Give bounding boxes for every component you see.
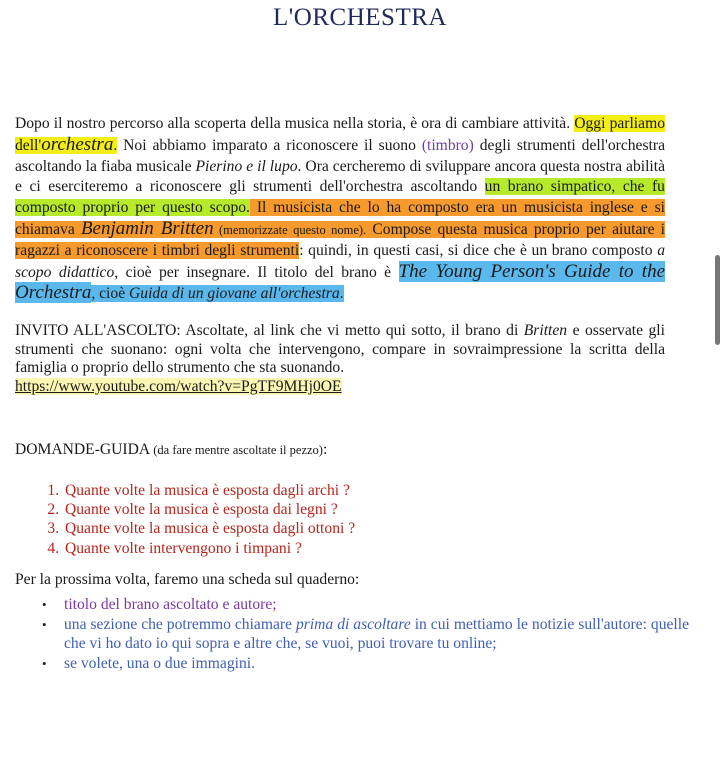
bullet-icon: • xyxy=(42,616,47,632)
highlight-blue: , cioè Guida di un giovane all'orchestra. xyxy=(91,285,344,303)
highlight-orange-purpose: Compose questa musica proprio per aiutare i ragazzi a riconoscere i timbri degli strumenti xyxy=(15,220,666,259)
questions-heading-text: DOMANDE-GUIDA xyxy=(15,441,151,458)
britten-name: Britten xyxy=(523,322,568,339)
piece-title-translation: Guida di un giovane all'orchestra xyxy=(129,285,340,303)
question-item: 3. Quante volte la musica è esposta dagli ottoni ? xyxy=(63,519,355,538)
scrollbar[interactable] xyxy=(715,255,720,345)
question-item: 2. Quante volte la musica è esposta dai legni ? xyxy=(63,500,355,519)
youtube-link[interactable]: https://www.youtube.com/watch?v=PgTF9MHj0OE xyxy=(15,377,342,395)
bullet-icon: • xyxy=(42,597,47,612)
didactic-term: a scopo didattico xyxy=(15,241,665,281)
todo-item: • una sezione che potremmo chiamare prima di ascoltare in cui mettiamo le notizie sull'autore: quelle che vi ho dato io qui sopra e altre che, se vuoi, puoi trovare tu online; xyxy=(42,615,689,653)
orchestra-word: orchestra xyxy=(41,133,114,155)
questions-list xyxy=(40,481,355,558)
highlight-green: un brano simpatico, che fu composto proprio per questo scopo. xyxy=(15,178,665,217)
page-title: L'ORCHESTRA xyxy=(273,4,447,31)
timbro-term: (timbro) xyxy=(421,136,474,154)
intro-paragraph: Dopo il nostro percorso alla scoperta della musica nella storia, è ora di cambiare attività. Oggi parliamo dell'orchestra. Noi abbiamo imparato a riconoscere il suono (timbro) degli strumenti dell'orchestra ascoltando la fiaba musicale Pierino e il lupo. Ora cercheremo di sviluppare ancora questa nostra abilità e ci eserciteremo a riconoscere gli strumenti dell'orchestra ascoltando un brano simpatico, che fu composto proprio per questo scopo. Il musicista che lo ha composto era un musicista inglese e si chiamava Benjamin Britten (memorizzate questo nome). Compose questa musica proprio per aiutare i ragazzi a riconoscere i timbri degli strumenti: quindi, in questi casi, si dice che è un brano composto a scopo didattico, cioè per insegnare. Il titolo del brano è The Young Person's Guide to the Orchestra, cioè Guida di un giovane all'orchestra. xyxy=(15,115,666,304)
highlight-orange-composer: Il musicista che lo ha composto era un musicista inglese e si chiamava Benjamin Britten (memorizzate questo nome). xyxy=(15,199,666,239)
questions-note: (da fare mentre ascoltate il pezzo) xyxy=(150,443,323,457)
todo-item: • se volete, una o due immagini. xyxy=(42,654,255,672)
todo-item: • titolo del brano ascoltato e autore; xyxy=(42,596,277,613)
questions-heading: DOMANDE-GUIDA (da fare mentre ascoltate il pezzo): xyxy=(15,441,328,458)
next-heading: Per la prossima volta, faremo una scheda sul quaderno: xyxy=(15,571,360,588)
listening-paragraph: INVITO ALL'ASCOLTO: Ascoltate, al link che vi metto qui sotto, il brano di Britten e osservate gli strumenti che suonano: ogni volta che intervengono, compare in sovraimpressione la scritta della famiglia o proprio dello strumento che sta suonando. https://www.youtube.com/watch?v=PgTF9MHj0OE xyxy=(15,322,665,395)
highlight-yellow: Oggi parliamo dell'orchestra. xyxy=(15,115,665,155)
pierino-title: Pierino e il lupo xyxy=(195,157,298,175)
question-item: 4. Quante volte intervengono i timpani ? xyxy=(63,539,355,558)
question-item: 1. Quante volte la musica è esposta dagli archi ? xyxy=(63,481,355,500)
piece-title: The Young Person's Guide to the Orchestra xyxy=(15,260,666,304)
intro-text: Dopo il nostro percorso alla scoperta della musica nella storia, è ora di cambiare attività. xyxy=(15,115,575,132)
composer-name: Benjamin Britten xyxy=(80,217,214,239)
bullet-icon: • xyxy=(42,655,47,671)
todo-list xyxy=(40,595,689,673)
before-listening-term: prima di ascoltare xyxy=(295,615,411,633)
